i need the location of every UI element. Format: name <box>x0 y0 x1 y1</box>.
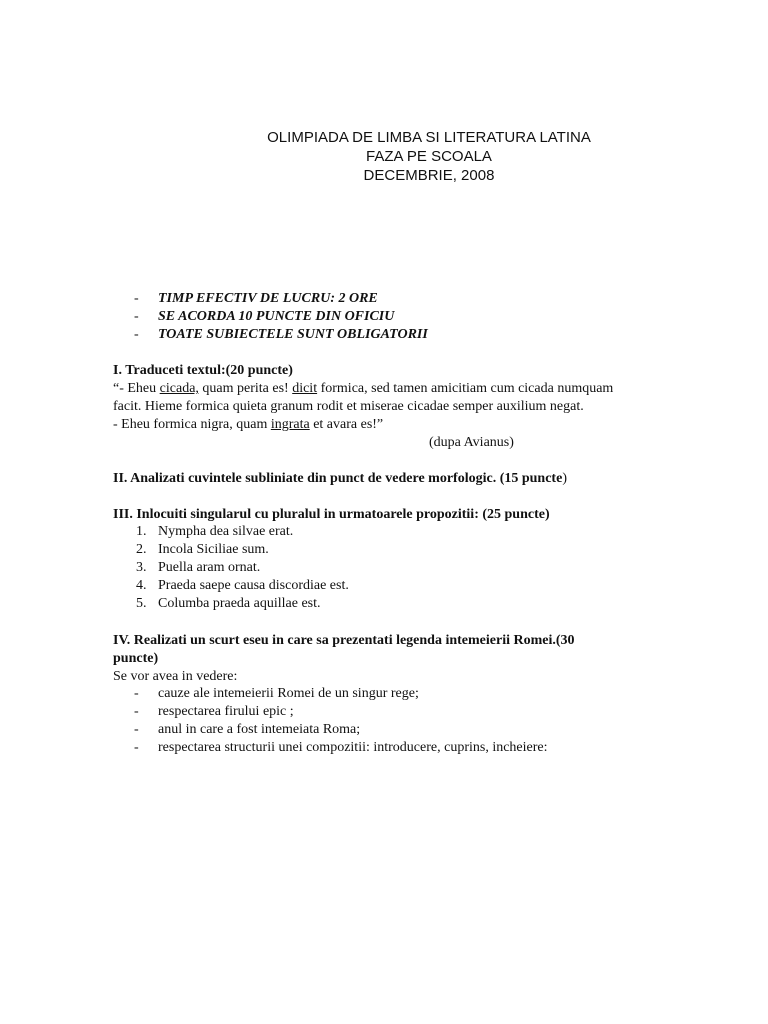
section-4-title: IV. Realizati un scurt eseu in care sa prezentati legenda intemeierii Romei.(30 <box>113 633 575 648</box>
list-item: anul in care a fost intemeiata Roma; <box>158 722 361 737</box>
list-item: Praeda saepe causa discordiae est. <box>158 578 349 593</box>
section-3-title: III. Inlocuiti singularul cu pluralul in urmatoarele propozitii: (25 puncte) <box>113 507 550 522</box>
rule-bullet: - <box>134 291 139 306</box>
text-fragment: et avara es!” <box>309 417 384 432</box>
list-number: 5. <box>136 596 147 611</box>
list-number: 1. <box>136 524 147 539</box>
list-item: Columba praeda aquillae est. <box>158 596 321 611</box>
rule-bullet: - <box>134 309 139 324</box>
rule-item: TIMP EFECTIV DE LUCRU: 2 ORE <box>158 291 378 306</box>
header-phase: FAZA PE SCOALA <box>366 148 492 165</box>
list-item: Nympha dea silvae erat. <box>158 524 294 539</box>
text-fragment: quam perita es! <box>198 381 293 396</box>
header-title: OLIMPIADA DE LIMBA SI LITERATURA LATINA <box>267 129 591 146</box>
section-2-title <box>113 470 567 488</box>
list-bullet: - <box>134 704 139 719</box>
text-fragment: “- Eheu <box>113 381 160 396</box>
header-date: DECEMBRIE, 2008 <box>363 167 495 184</box>
section-1-text-line-1 <box>113 380 613 398</box>
section-4-title-cont: puncte) <box>113 651 159 666</box>
text-fragment: - Eheu formica nigra, quam <box>113 417 271 432</box>
list-bullet: - <box>134 722 139 737</box>
list-bullet: - <box>134 740 139 755</box>
list-bullet: - <box>134 686 139 701</box>
section-4-intro: Se vor avea in vedere: <box>113 669 238 684</box>
rule-item: SE ACORDA 10 PUNCTE DIN OFICIU <box>158 309 395 324</box>
document-header <box>0 128 768 185</box>
underlined-word: dicit <box>292 381 318 396</box>
list-number: 2. <box>136 542 147 557</box>
list-item: respectarea structurii unei compozitii: introducere, cuprins, incheiere: <box>158 740 548 755</box>
list-item: respectarea firului epic ; <box>158 704 294 719</box>
underlined-word: ingrata <box>270 417 310 432</box>
section-1-text-line-3 <box>113 416 383 434</box>
section-1-title: I. Traduceti textul:(20 puncte) <box>113 363 293 378</box>
underlined-word: cicada, <box>159 381 199 396</box>
list-number: 3. <box>136 560 147 575</box>
rule-item: TOATE SUBIECTELE SUNT OBLIGATORII <box>158 327 428 342</box>
list-item: Incola Siciliae sum. <box>158 542 269 557</box>
rule-bullet: - <box>134 327 139 342</box>
list-item: Puella aram ornat. <box>158 560 261 575</box>
section-2-title-close: ) <box>562 471 567 486</box>
section-2-title-text: II. Analizati cuvintele subliniate din punct de vedere morfologic. (15 puncte <box>113 471 563 486</box>
list-number: 4. <box>136 578 147 593</box>
text-fragment: formica, sed tamen amicitiam cum cicada numquam <box>317 381 614 396</box>
section-1-text-line-2: facit. Hieme formica quieta granum rodit et miserae cicadae semper auxilium negat. <box>113 399 584 414</box>
list-item: cauze ale intemeierii Romei de un singur rege; <box>158 686 419 701</box>
section-1-source: (dupa Avianus) <box>429 435 514 450</box>
